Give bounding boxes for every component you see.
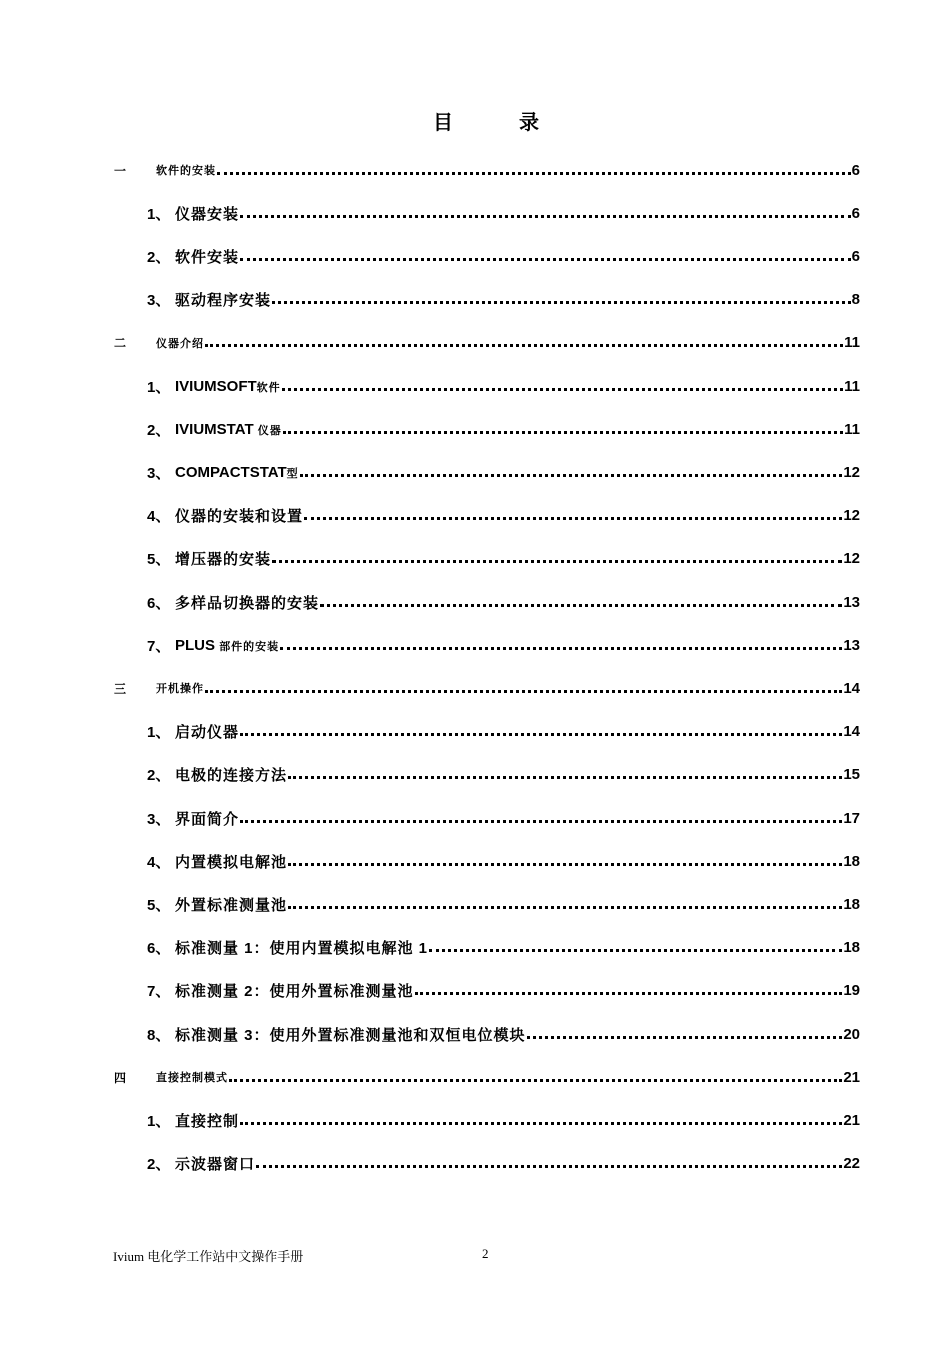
toc-entry-number: 二 xyxy=(114,336,127,351)
toc-entry-number: 2、 xyxy=(147,248,171,266)
toc-entry-page-number: 14 xyxy=(843,679,860,697)
toc-entry-page-number: 14 xyxy=(843,723,860,741)
toc-entry-number: 3、 xyxy=(147,464,171,482)
dot-leader xyxy=(283,427,843,434)
dot-leader xyxy=(282,384,843,391)
toc-item[interactable] xyxy=(147,890,860,918)
toc-entry-label: 示波器窗口 xyxy=(175,1156,256,1174)
toc-entry-page-number: 13 xyxy=(843,593,860,611)
toc-item[interactable] xyxy=(147,1020,860,1048)
toc-entry-label: 多样品切换器的安装 xyxy=(175,594,320,612)
dot-leader xyxy=(272,556,842,563)
toc-entry-label-en: COMPACTSTAT xyxy=(175,463,287,481)
dot-leader xyxy=(304,513,842,520)
toc-entry-number: 1、 xyxy=(147,205,171,223)
toc-item[interactable] xyxy=(147,415,860,443)
toc-entry-label: 界面简介 xyxy=(175,810,240,828)
toc-entry-label-en: IVIUMSOFT xyxy=(175,377,257,395)
toc-entry-number: 5、 xyxy=(147,896,171,914)
toc-item[interactable] xyxy=(147,199,860,227)
toc-entry-page-number: 11 xyxy=(844,420,860,438)
toc-entry-label-cn: 型 xyxy=(286,467,299,480)
toc-entry-label: 仪器介绍 xyxy=(156,337,204,350)
toc-entry-label: 直接控制模式 xyxy=(156,1072,228,1085)
toc-entry-number: 四 xyxy=(114,1070,127,1085)
dot-leader xyxy=(320,600,842,607)
dot-leader xyxy=(280,643,842,650)
toc-entry-label: 软件安装 xyxy=(175,248,240,266)
toc-entry-number: 2、 xyxy=(147,1156,171,1174)
toc-entry-page-number: 21 xyxy=(843,1111,860,1129)
dot-leader xyxy=(217,168,851,175)
toc-item[interactable] xyxy=(147,847,860,875)
toc-entry-label: 电极的连接方法 xyxy=(175,767,288,785)
toc-item[interactable] xyxy=(147,718,860,746)
toc-entry-label: 软件的安装 xyxy=(156,165,216,177)
toc-entry-number: 7、 xyxy=(147,983,171,1001)
dot-leader xyxy=(288,772,842,779)
toc-entry-page-number: 12 xyxy=(843,463,860,481)
toc-entry-number: 3、 xyxy=(147,292,171,310)
dot-leader xyxy=(288,902,842,909)
toc-entry-page-number: 19 xyxy=(843,982,860,1000)
dot-leader xyxy=(300,470,843,477)
toc-entry-page-number: 12 xyxy=(843,550,860,568)
dot-leader xyxy=(205,686,842,693)
toc-entry-page-number: 12 xyxy=(843,507,860,525)
toc-item[interactable] xyxy=(147,804,860,832)
toc-entry-page-number: 13 xyxy=(843,636,860,654)
toc-chapter[interactable] xyxy=(114,329,860,357)
toc-entry-label-cn: 软件 xyxy=(256,381,281,394)
toc-entry-label: 标准测量 3：使用外置标准测量池和双恒电位模块 xyxy=(175,1026,526,1044)
toc-chapter[interactable] xyxy=(114,156,860,184)
toc-entry-label: 标准测量 2：使用外置标准测量池 xyxy=(175,983,414,1001)
dot-leader xyxy=(240,1118,842,1125)
dot-leader xyxy=(240,211,851,218)
toc-entry-number: 5、 xyxy=(147,551,171,569)
toc-entry-label: 仪器安装 xyxy=(175,205,240,223)
toc-entry-label: 外置标准测量池 xyxy=(175,896,288,914)
toc-chapter[interactable] xyxy=(114,1063,860,1091)
footer-page-number: 2 xyxy=(482,1246,489,1261)
toc-entry-page-number: 22 xyxy=(843,1155,860,1173)
toc-entry-label xyxy=(175,378,281,395)
toc-chapter[interactable] xyxy=(114,674,860,702)
toc-entry-page-number: 17 xyxy=(843,809,860,827)
toc-item[interactable] xyxy=(147,458,860,486)
toc-title-char-2: 录 xyxy=(519,112,539,134)
dot-leader xyxy=(415,988,843,995)
toc-entry-page-number: 6 xyxy=(851,247,860,265)
dot-leader xyxy=(240,254,851,261)
footer-title: Ivium 电化学工作站中文操作手册 xyxy=(113,1249,304,1264)
toc-entry-page-number: 11 xyxy=(844,377,860,395)
toc-entry-page-number: 6 xyxy=(851,204,860,222)
toc-item[interactable] xyxy=(147,588,860,616)
toc-item[interactable] xyxy=(147,286,860,314)
toc-entry-number: 2、 xyxy=(147,421,171,439)
toc-entry-page-number: 11 xyxy=(844,334,860,352)
toc-item[interactable] xyxy=(147,545,860,573)
toc-entry-page-number: 18 xyxy=(843,852,860,870)
toc-title xyxy=(0,106,950,135)
toc-item[interactable] xyxy=(147,1150,860,1178)
toc-entry-number: 2、 xyxy=(147,767,171,785)
toc-item[interactable] xyxy=(147,372,860,400)
toc-entry-page-number: 8 xyxy=(851,291,860,309)
dot-leader xyxy=(229,1075,842,1082)
toc-entry-page-number: 6 xyxy=(851,161,860,179)
toc-item[interactable] xyxy=(147,977,860,1005)
toc-item[interactable] xyxy=(147,242,860,270)
toc-entry-number: 三 xyxy=(114,681,127,696)
toc-entry-number: 一 xyxy=(114,163,127,178)
toc-item[interactable] xyxy=(147,1106,860,1134)
toc-entry-label-en: IVIUMSTAT xyxy=(175,420,258,438)
toc-item[interactable] xyxy=(147,631,860,659)
toc-item[interactable] xyxy=(147,502,860,530)
toc-entry-page-number: 18 xyxy=(843,939,860,957)
toc-item[interactable] xyxy=(147,934,860,962)
toc-entry-label: 标准测量 1：使用内置模拟电解池 1 xyxy=(175,940,429,958)
toc-entry-label-cn: 仪器 xyxy=(257,424,282,437)
toc-entry-label: 内置模拟电解池 xyxy=(175,853,288,871)
toc-entry-label-en: PLUS xyxy=(175,636,220,654)
toc-entry-label: 直接控制 xyxy=(175,1112,240,1130)
toc-entry-label: 增压器的安装 xyxy=(175,551,272,569)
dot-leader xyxy=(288,859,842,866)
toc-entry-number: 4、 xyxy=(147,853,171,871)
toc-entry-label: 驱动程序安装 xyxy=(175,292,272,310)
toc-entry-page-number: 15 xyxy=(843,766,860,784)
toc-entry-number: 6、 xyxy=(147,940,171,958)
toc-entry-number: 7、 xyxy=(147,637,171,655)
dot-leader xyxy=(429,945,842,952)
toc-entry-label xyxy=(175,637,279,654)
dot-leader xyxy=(272,297,851,304)
dot-leader xyxy=(240,729,842,736)
toc-entry-page-number: 21 xyxy=(843,1068,860,1086)
toc-entry-page-number: 20 xyxy=(843,1025,860,1043)
toc-entry-label: 启动仪器 xyxy=(175,724,240,742)
toc-entry-number: 3、 xyxy=(147,810,171,828)
toc-item[interactable] xyxy=(147,761,860,789)
toc-entry-number: 8、 xyxy=(147,1026,171,1044)
toc-entry-label xyxy=(175,464,299,481)
dot-leader xyxy=(240,816,842,823)
toc-title-char-1: 目 xyxy=(433,112,453,134)
dot-leader xyxy=(205,340,843,347)
toc-entry-number: 6、 xyxy=(147,594,171,612)
toc-entry-label xyxy=(175,421,282,438)
toc-entry-label-cn: 部件的安装 xyxy=(219,640,280,653)
toc-entry-label: 仪器的安装和设置 xyxy=(175,508,304,526)
toc-entry-page-number: 18 xyxy=(843,895,860,913)
toc-entry-number: 1、 xyxy=(147,378,171,396)
dot-leader xyxy=(527,1032,843,1039)
dot-leader xyxy=(256,1161,842,1168)
toc-entry-number: 1、 xyxy=(147,1112,171,1130)
toc-entry-label: 开机操作 xyxy=(156,683,204,696)
toc-entry-number: 4、 xyxy=(147,508,171,526)
toc-entry-number: 1、 xyxy=(147,724,171,742)
